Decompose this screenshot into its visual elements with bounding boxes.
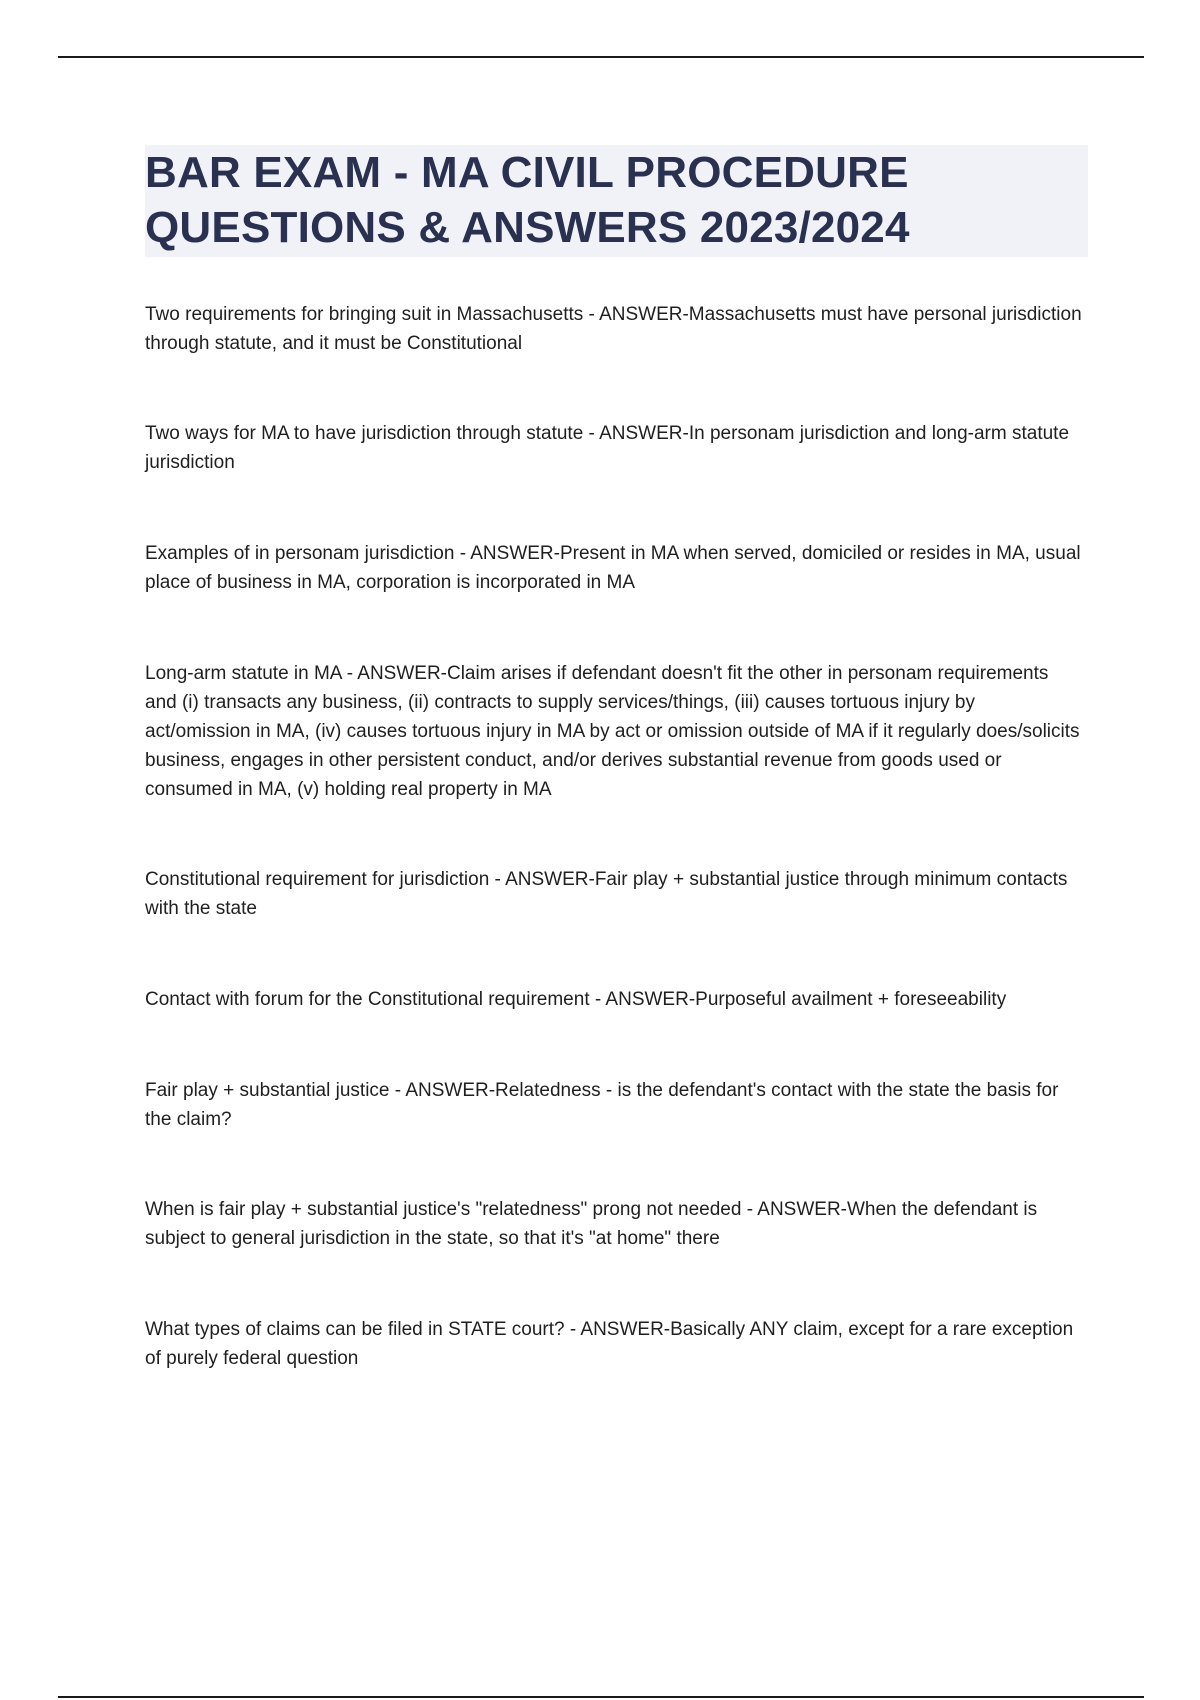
title-banner [145,145,1088,257]
qa-item: Two ways for MA to have jurisdiction through statute - ANSWER-In personam jurisdiction and long-arm statute jurisdiction [145,423,1070,473]
title-line-1: BAR EXAM - MA CIVIL PROCEDURE [145,148,909,197]
qa-item: Contact with forum for the Constitutional requirement - ANSWER-Purposeful availment + foreseeability [145,989,1007,1010]
bottom-divider [58,1696,1144,1698]
top-divider [58,56,1144,58]
qa-item: What types of claims can be filed in STATE court? - ANSWER-Basically ANY claim, except for a rare exception of purely federal question [145,1319,1074,1369]
document-title [145,145,1088,255]
qa-item: When is fair play + substantial justice's "relatedness" prong not needed - ANSWER-When the defendant is subject to general jurisdiction in the state, so that it's "at home" there [145,1199,1038,1249]
qa-item: Long-arm statute in MA - ANSWER-Claim arises if defendant doesn't fit the other in personam requirements and (i) transacts any business, (ii) contracts to supply services/things, (iii) causes tortuous injury by act/omission in MA, (iv) causes tortuous injury in MA by act or omission outside of MA if it regularly does/solicits business, engages in other persistent conduct, and/or derives substantial revenue from goods used or consumed in MA, (v) holding real property in MA [145,663,1080,800]
qa-item: Two requirements for bringing suit in Massachusetts - ANSWER-Massachusetts must have personal jurisdiction through statute, and it must be Constitutional [145,304,1082,354]
title-line-2: QUESTIONS & ANSWERS 2023/2024 [145,203,910,252]
qa-item: Fair play + substantial justice - ANSWER-Relatedness - is the defendant's contact with the state the basis for the claim? [145,1080,1059,1130]
qa-list [145,300,1085,1373]
qa-item: Constitutional requirement for jurisdiction - ANSWER-Fair play + substantial justice through minimum contacts with the state [145,869,1068,919]
qa-item: Examples of in personam jurisdiction - ANSWER-Present in MA when served, domiciled or resides in MA, usual place of business in MA, corporation is incorporated in MA [145,543,1081,593]
